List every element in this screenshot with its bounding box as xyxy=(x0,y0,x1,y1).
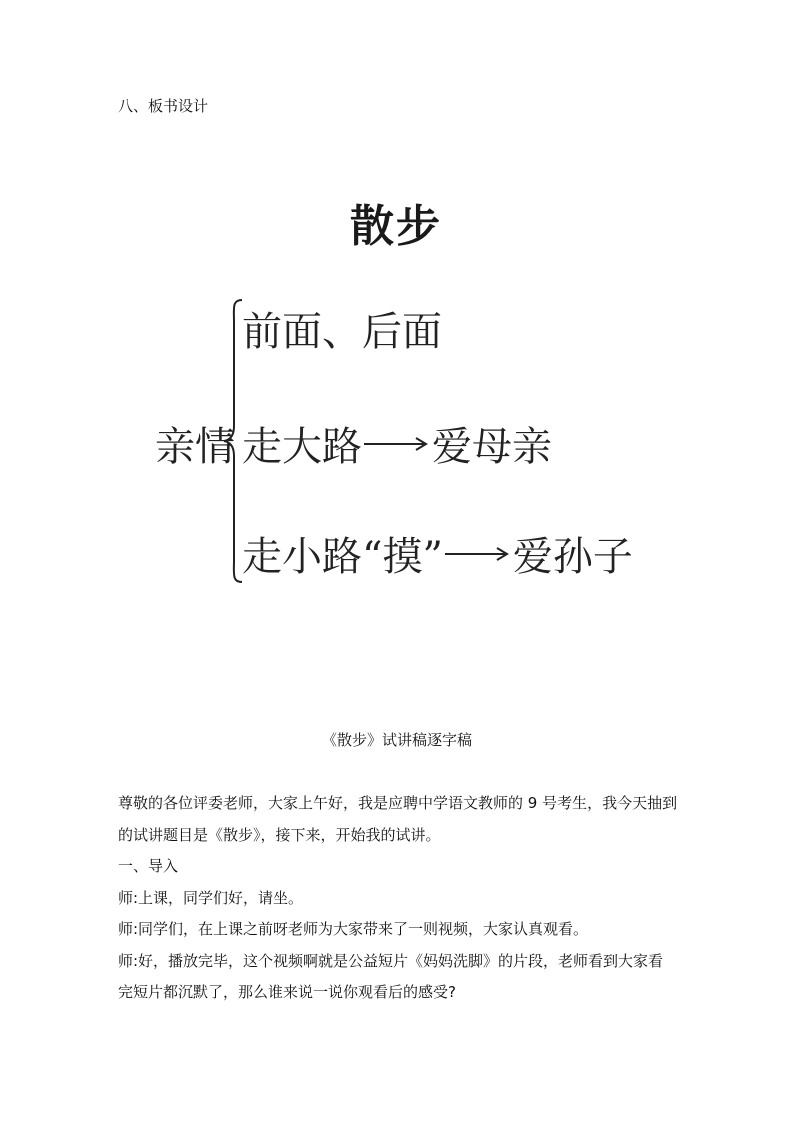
body-text xyxy=(118,788,678,1009)
document-title: 《散步》试讲稿逐字稿 xyxy=(321,731,472,749)
curly-brace-icon xyxy=(222,298,244,584)
board-branch-2 xyxy=(242,415,552,472)
right-arrow-icon xyxy=(445,544,511,564)
right-arrow-icon xyxy=(364,434,430,454)
paragraph: 师:上课，同学们好，请坐。 xyxy=(118,888,304,907)
paragraph: 师:好，播放完毕，这个视频啊就是公益短片《妈妈洗脚》的片段，老师看到大家看完短片都沉默了，那么谁来说一说你观看后的感受? xyxy=(118,951,664,1001)
section-heading: 八、板书设计 xyxy=(118,97,209,115)
paragraph: 尊敬的各位评委老师，大家上午好，我是应聘中学语文教师的 9 号考生，我今天抽到的试讲题目是《散步》，接下来，开始我的试讲。 xyxy=(118,794,678,844)
paragraph: 师:同学们，在上课之前呀老师为大家带来了一则视频，大家认真观看。 xyxy=(118,920,589,938)
branch-3-text: 走小路“摸” xyxy=(242,534,443,580)
branch-2-result: 爱母亲 xyxy=(432,424,552,470)
board-branch-3 xyxy=(242,525,633,582)
branch-2-text: 走大路 xyxy=(242,424,362,470)
board-branch-1 xyxy=(242,300,442,357)
paragraph: 一、导入 xyxy=(118,857,179,875)
branch-1-text: 前面、后面 xyxy=(242,309,442,355)
board-title: 散步 xyxy=(350,201,442,252)
branch-3-result: 爱孙子 xyxy=(512,534,633,580)
board-root-concept: 亲情 xyxy=(155,424,235,470)
blackboard-design xyxy=(150,170,650,590)
